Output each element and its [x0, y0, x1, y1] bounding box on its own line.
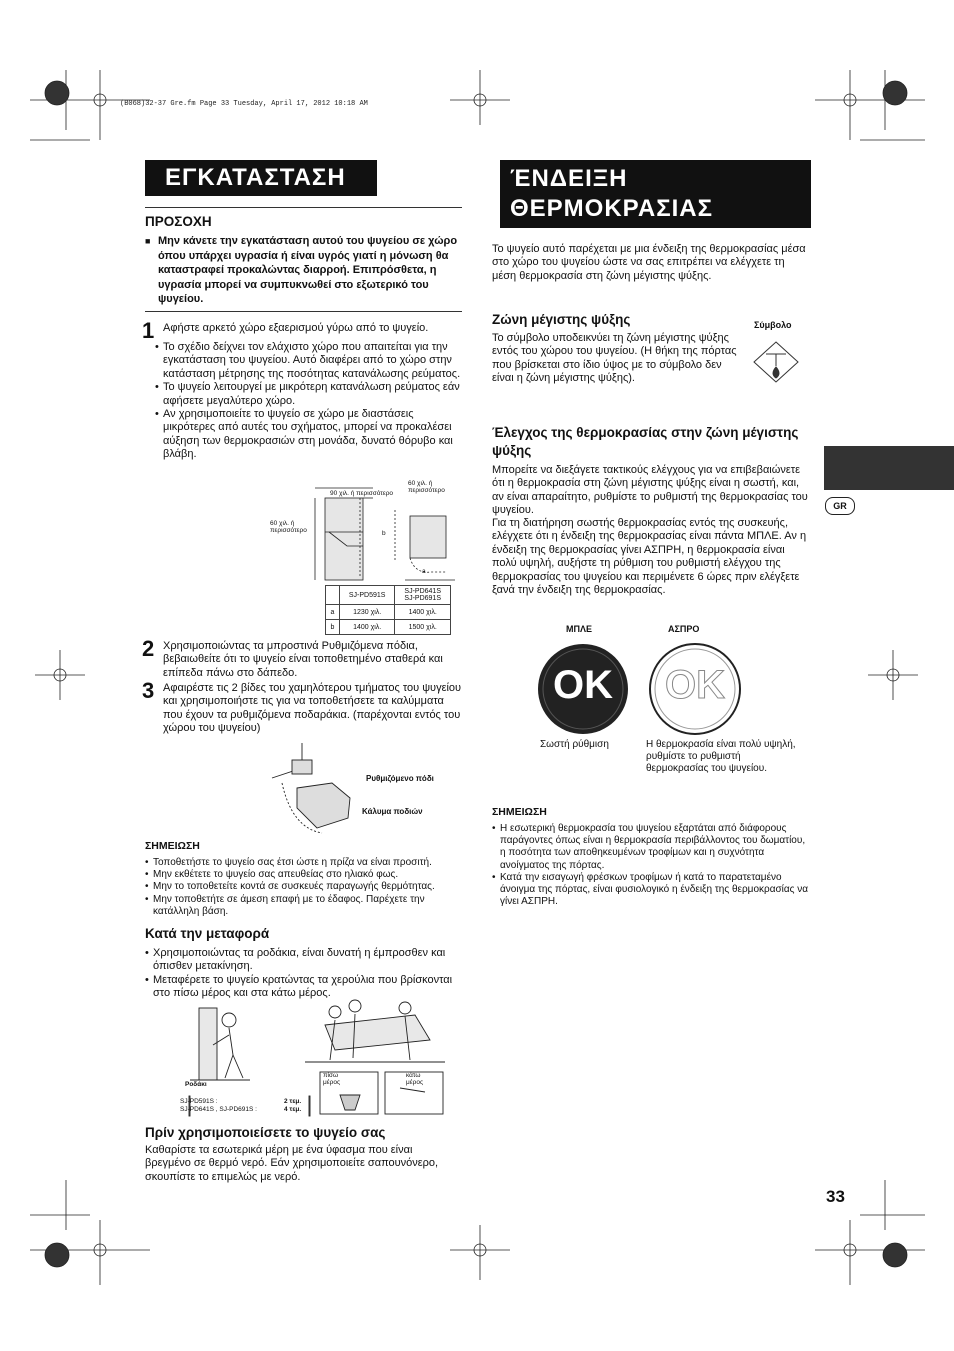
- list-item: • Χρησιμοποιώντας τα ροδάκια, είναι δυνατή η έμπροσθεν και όπισθεν μετακίνηση.: [143, 947, 463, 974]
- installation-title: ΕΓΚΑΤΑΣΤΑΣΗ: [145, 160, 377, 196]
- wheels-label: Ροδάκι: [185, 1081, 207, 1088]
- temperature-title: ΈΝΔΕΙΞΗ ΘΕΡΜΟΚΡΑΣΙΑΣ: [500, 160, 811, 228]
- list-item: • Μην το τοποθετείτε κοντά σε συσκευές παραγωγής θερμότητας.: [143, 881, 468, 893]
- step1-bullets: [153, 341, 463, 462]
- models-line2: SJ-PD641S , SJ-PD691S :: [180, 1106, 257, 1113]
- bottom-label: κάτω μέρος: [406, 1072, 424, 1086]
- dimension-a-label: a: [422, 568, 426, 575]
- check-text-1: Μπορείτε να διεξάγετε τακτικούς ελέγχους για να επιβεβαιώνετε ότι η θερμοκρασία στη ζώνη μέγιστης ψύξης είναι η σωστή, και, αν είναι απαραίτητο, ρυθμίστε το ρυθμιστή της θερμοκρασίας του ψυγείου.: [492, 464, 808, 517]
- dimension-b-label: b: [382, 530, 386, 537]
- side-space-right-label: 60 χιλ. ή περισσότερο: [408, 480, 445, 494]
- models-line1-value: 2 τεμ.: [284, 1098, 302, 1105]
- max-cooling-zone-icon: [752, 340, 800, 384]
- list-item: • Το ψυγείο λειτουργεί με μικρότερη κατανάλωση ρεύματος εάν αφήσετε μεγαλύτερο χώρο.: [153, 381, 463, 408]
- before-use-text: Καθαρίστε τα εσωτερικά μέρη με ένα ύφασμα που είναι βρεγμένο σε θερμό νερό. Εάν χρησιμοποιείτε σαπουνόνερο, σκουπίστε το επιμελώς με νερό.: [145, 1144, 439, 1183]
- ok-text-blue: OK: [553, 663, 613, 707]
- note-title: ΣΗΜΕΙΩΣΗ: [145, 840, 200, 852]
- before-use-title: Πρίν χρησιμοποιείσετε το ψυγείο σας: [145, 1125, 386, 1140]
- temperature-intro: Το ψυγείο αυτό παρέχεται με μια ένδειξη της θερμοκρασίας μέσα στο χώρο του ψυγείου ώστε να σας επιτρέπει να ελέγχετε τη μέση θερμοκρασία στη ζώνη μέγιστης ψύξης.: [492, 243, 806, 282]
- step2-text: Χρησιμοποιώντας τα μπροστινά Ρυθμιζόμενα πόδια, βεβαιωθείτε ότι το ψυγείο είναι τοποθετημένο σταθερά και επίπεδα πάνω στο δάπεδο.: [163, 640, 443, 679]
- notes-list: [143, 857, 468, 918]
- file-header: (B068)32-37 Gre.fm Page 33 Tuesday, April 17, 2012 10:18 AM: [120, 100, 368, 108]
- table-row: a 1230 χιλ. 1400 χιλ.: [326, 605, 451, 620]
- divider: [145, 207, 462, 208]
- step-number: 1: [142, 318, 155, 343]
- blue-caption: Σωστή ρύθμιση: [540, 739, 609, 750]
- foot-label: Ρυθμιζόμενο πόδι: [366, 774, 434, 783]
- list-item: • Μην εκθέτετε το ψυγείο σας απευθείας στο ηλιακό φως.: [143, 869, 468, 881]
- side-tab: [824, 446, 954, 490]
- square-bullet-icon: ■: [145, 236, 151, 246]
- models-line2-value: 4 τεμ.: [284, 1106, 302, 1113]
- step3-text: Αφαιρέστε τις 2 βίδες του χαμηλότερου τμήματος του ψυγείου και χρησιμοποιήστε τις για να τοποθετήσετε τα καλύμματα που έχουν τα ρυθμιζόμενα ποδαράκια. (παρέχονται εντός του χώρου του ψυγείου): [163, 682, 462, 735]
- list-item: • Αν χρησιμοποιείτε το ψυγείο σε χώρο με διαστάσεις μικρότερες από αυτές του σχήματος, μπορεί να προκαλέσει αύξηση των θερμοκρασιών στη μονάδα, δυνατό θόρυβο και βλάβη.: [153, 408, 463, 462]
- divider: [145, 311, 462, 312]
- check-text-2: Για τη διατήρηση σωστής θερμοκρασίας εντός της συσκευής, ελέγχετε ότι η ένδειξη της θερμοκρασίας είναι πάντα ΜΠΛΕ. Αν η ένδειξη της θερμοκρασίας γίνει ΑΣΠΡΗ, η θερμοκρασία είναι πολύ υψηλή, αυξήστε τη ρύθμιση του ρυθμιστή ελέγχου της θερμοκρασίας του ψυγείου και περιμένετε 6 ώρες πριν ελέγξετε ξανά την ένδειξη της θερμοκρασίας.: [492, 517, 807, 597]
- list-item: • Κατά την εισαγωγή φρέσκων τροφίμων ή κατά το παρατεταμένο άνοιγμα της πόρτας, είναι φυσιολογικό η ένδειξη της θερμοκρασίας να γίνει ΑΣΠΡΗ.: [490, 872, 810, 909]
- list-item: • Μην τοποθετήτε σε άμεση επαφή με το έδαφος. Παρέχετε την κατάλληλη βάση.: [143, 894, 468, 918]
- language-badge: GR: [825, 497, 855, 515]
- dimension-table: [325, 585, 451, 635]
- list-item: • Το σχέδιο δείχνει τον ελάχιστο χώρο που απαιτείται για την εγκατάσταση του ψυγείου. Αυτό διαφέρει από το χώρο στην κατάσταση μέτρησης της ποσότητας κατανάλωσης ρεύματος.: [153, 341, 463, 381]
- table-row: b 1400 χιλ. 1500 χιλ.: [326, 620, 451, 635]
- table-header: SJ-PD641S SJ-PD691S: [395, 586, 451, 605]
- temperature-notes: [490, 823, 810, 908]
- ok-text-white: OK: [665, 663, 725, 707]
- models-line1: SJ-PD591S :: [180, 1098, 218, 1105]
- back-label: πίσω μέρος: [323, 1072, 341, 1086]
- side-space-left-label: 60 χιλ. ή περισσότερο: [270, 520, 307, 534]
- blue-label: ΜΠΛΕ: [566, 624, 593, 634]
- caution-text: Μην κάνετε την εγκατάσταση αυτού του ψυγείου σε χώρο όπου υπάρχει υγρασία ή είναι υγρός γιατί η μόνωση θα καταστραφεί προκαλώντας διαρροή. Επιπρόσθετα, η υγρασία μπορεί να συμπυκνωθεί στο εξωτερικό του ψυγείου.: [158, 235, 458, 306]
- symbol-label: Σύμβολο: [754, 320, 792, 330]
- list-item: • Η εσωτερική θερμοκρασία του ψυγείου εξαρτάται από διάφορους παράγοντες όπως είναι η θερμοκρασία περιβάλλοντος του δωματίου, η ποσότητα των αποθηκευμένων τροφίμων και η συχνότητα ανοίγματος της πόρτας.: [490, 823, 810, 872]
- step1-text: Αφήστε αρκετό χώρο εξαερισμού γύρω από το ψυγείο.: [163, 322, 429, 334]
- zone-text: Το σύμβολο υποδεικνύει τη ζώνη μέγιστης ψύξης εντός του χώρου του ψυγείου. (Η θήκη της πόρτας που βρίσκεται στο ίδιο ύψος με το σύμβολο δεν είναι η ζώνη μέγιστης ψύξης).: [492, 332, 737, 385]
- white-caption: Η θερμοκρασία είναι πολύ υψηλή, ρυθμίστε το ρυθμιστή θερμοκρασίας του ψυγείου.: [646, 739, 796, 775]
- transport-illustration: [185, 1000, 455, 1120]
- page-number: 33: [826, 1187, 845, 1206]
- foot-illustration: [262, 738, 362, 838]
- transport-title: Κατά την μεταφορά: [145, 926, 270, 941]
- list-item: • Τοποθετήστε το ψυγείο σας έτσι ώστε η πρίζα να είναι προσιτή.: [143, 857, 468, 869]
- zone-title: Ζώνη μέγιστης ψύξης: [492, 312, 631, 327]
- caution-title: ΠΡΟΣΟΧΗ: [145, 214, 212, 229]
- white-label: ΑΣΠΡΟ: [668, 624, 700, 634]
- step-number: 2: [142, 636, 155, 661]
- note-title: ΣΗΜΕΙΩΣΗ: [492, 806, 547, 818]
- transport-list: [143, 947, 463, 1001]
- check-title: Έλεγχος της θερμοκρασίας στην ζώνη μέγιστης ψύξης: [492, 425, 799, 458]
- list-item: • Μεταφέρετε το ψυγείο κρατώντας τα χερούλια που βρίσκονται στο πίσω μέρος και στα κάτω μέρος.: [143, 974, 463, 1001]
- step-number: 3: [142, 678, 155, 703]
- cover-label: Κάλυμα ποδιών: [362, 807, 423, 816]
- top-space-label: 90 χιλ. ή περισσότερο: [330, 490, 394, 497]
- table-header: SJ-PD591S: [339, 586, 395, 605]
